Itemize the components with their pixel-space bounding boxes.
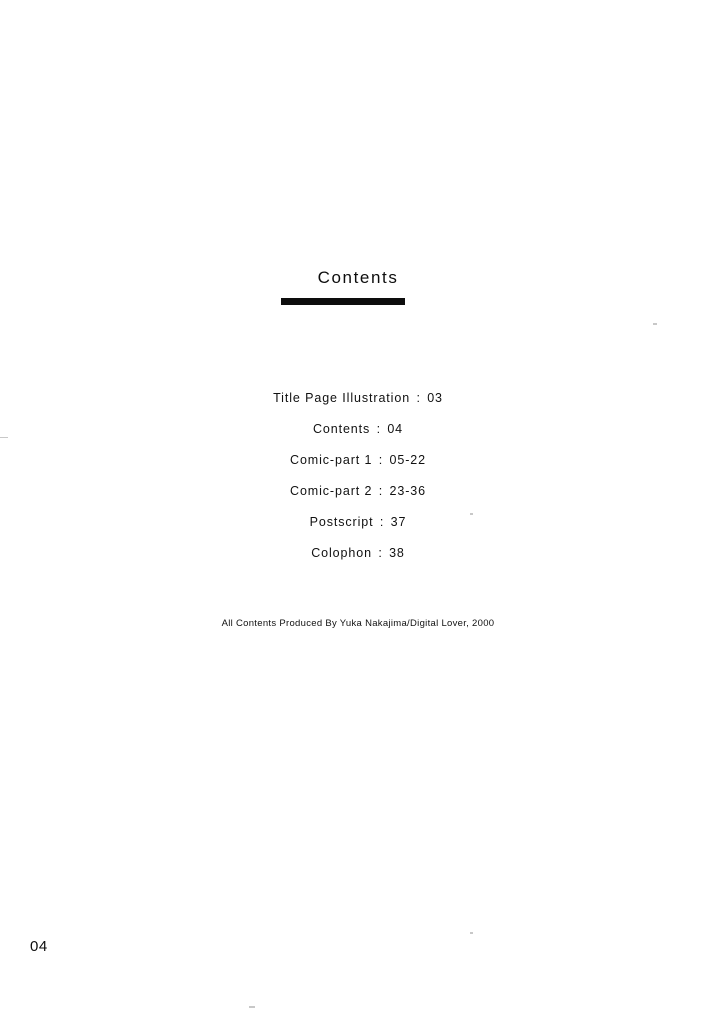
page-title: Contents bbox=[317, 268, 399, 287]
scan-speck bbox=[653, 323, 657, 325]
toc-entry-label: Colophon bbox=[311, 546, 372, 560]
toc-entry-separator: : bbox=[416, 391, 421, 405]
scan-speck bbox=[249, 1006, 255, 1008]
toc-entry-pages: 03 bbox=[427, 391, 443, 405]
toc-entry-label: Comic-part 2 bbox=[290, 484, 373, 498]
toc-entry-label: Comic-part 1 bbox=[290, 453, 373, 467]
table-of-contents bbox=[0, 391, 716, 577]
scan-speck bbox=[0, 437, 8, 438]
toc-entry bbox=[0, 515, 716, 529]
toc-entry bbox=[0, 484, 716, 498]
toc-entry-separator: : bbox=[379, 515, 385, 529]
toc-entry-label: Title Page Illustration bbox=[273, 391, 411, 405]
scan-speck bbox=[470, 932, 473, 934]
toc-entry-pages: 05-22 bbox=[389, 453, 426, 467]
toc-entry-separator: : bbox=[378, 484, 384, 498]
toc-entry bbox=[0, 453, 716, 467]
title-underline-rule bbox=[281, 298, 405, 305]
toc-entry-separator: : bbox=[378, 453, 384, 467]
toc-entry bbox=[0, 391, 716, 405]
page-number: 04 bbox=[30, 938, 48, 955]
credit-line: All Contents Produced By Yuka Nakajima/Digital Lover, 2000 bbox=[221, 618, 495, 629]
toc-entry-separator: : bbox=[378, 546, 383, 560]
toc-entry-separator: : bbox=[376, 422, 381, 436]
toc-entry-label: Postscript bbox=[309, 515, 374, 529]
toc-entry-pages: 23-36 bbox=[389, 484, 426, 498]
toc-entry-label: Contents bbox=[312, 422, 371, 436]
toc-entry-pages: 04 bbox=[387, 422, 404, 436]
toc-entry bbox=[0, 546, 716, 560]
toc-entry bbox=[0, 422, 716, 436]
scan-speck bbox=[470, 513, 473, 515]
toc-entry-pages: 38 bbox=[389, 546, 405, 560]
toc-entry-pages: 37 bbox=[390, 515, 407, 529]
